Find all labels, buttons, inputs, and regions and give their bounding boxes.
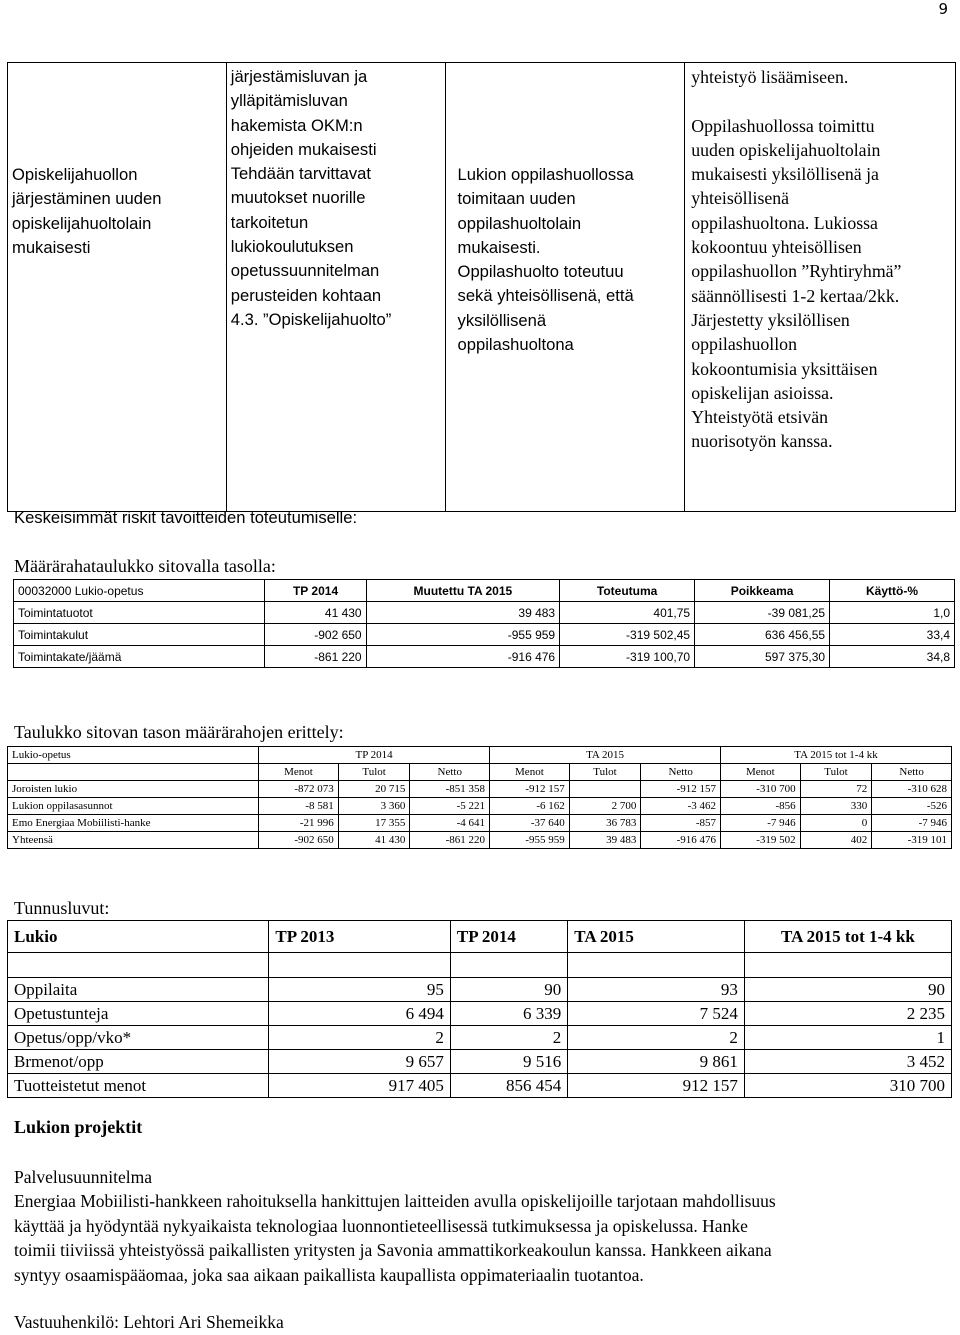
- service-plan-label: Palvelusuunnitelma: [14, 1167, 153, 1187]
- responsible-person: Vastuuhenkilö: Lehtori Ari Shemeikka: [14, 1312, 284, 1332]
- table-row: Tuotteistetut menot 917 405 856 454 912 157 310 700: [8, 1074, 952, 1098]
- header-cell: Muutettu TA 2015: [366, 580, 559, 602]
- kpi-heading: Tunnusluvut:: [14, 898, 110, 918]
- table-row: Joroisten lukio -872 073 20 715 -851 358 -912 157 -912 157 -310 700 72 -310 628: [8, 781, 952, 798]
- table-row: Toimintakate/jäämä -861 220 -916 476 -319 100,70 597 375,30 34,8: [14, 646, 955, 668]
- breakdown-heading: Taulukko sitovan tason määrärahojen erittely:: [14, 722, 344, 742]
- table-row: Opetustunteja 6 494 6 339 7 524 2 235: [8, 1002, 952, 1026]
- table-row: Brmenot/opp 9 657 9 516 9 861 3 452: [8, 1050, 952, 1074]
- outcome-text: yhteistyö lisäämiseen. Oppilashuollossa toimittu uuden opiskelijahuoltolain mukaisesti yksilöllisenä ja yhteisöllisenä oppilashuoltona. Lukiossa kokoontuu yhteisöllisen oppilashuollon ”Ryhtiryhmä” säännöllisesti 1-2 kertaa/2kk. Järjestetty yksilöllisen oppilashuollon kokoontumisia yksittäisen opiskelijan asioissa. Yhteistyötä etsivän nuorisotyön kanssa.: [691, 67, 902, 452]
- table-row: Lukion oppilasasunnot -8 581 3 360 -5 221 -6 162 2 700 -3 462 -856 330 -526: [8, 798, 952, 815]
- header-cell: Käyttö-%: [830, 580, 955, 602]
- table-header-row: [14, 580, 955, 602]
- measure-text: järjestämisluvan ja ylläpitämisluvan hakemista OKM:n ohjeiden mukaisesti Tehdään tarvittavat muutokset nuorille tarkoitetun lukiokoulutuksen opetussuunnitelman perusteiden kohtaan 4.3. ”Opiskelijahuolto”: [230, 67, 392, 329]
- header-cell: TP 2014: [265, 580, 366, 602]
- table-row: Emo Energiaa Mobiilisti-hanke -21 996 17 355 -4 641 -37 640 36 783 -857 -7 946 0 -7 946: [8, 815, 952, 832]
- table-row: Toimintakulut -902 650 -955 959 -319 502,45 636 456,55 33,4: [14, 624, 955, 646]
- projects-heading: Lukion projektit: [14, 1117, 143, 1137]
- header-cell: Poikkeama: [695, 580, 830, 602]
- goals-table: [7, 62, 956, 512]
- breakdown-table: [7, 746, 952, 849]
- target-text: Lukion oppilashuollossa toimitaan uuden oppilashuoltolain mukaisesti. Oppilashuolto toteutuu sekä yhteisöllisenä, että yksilöllisenä oppilashuoltona: [457, 165, 634, 355]
- target-cell: [445, 63, 685, 512]
- table-row: Opetus/opp/vko* 2 2 2 1: [8, 1026, 952, 1050]
- page-number: 9: [938, 0, 948, 18]
- header-cell: 00032000 Lukio-opetus: [14, 580, 265, 602]
- table-row: Oppilaita 95 90 93 90: [8, 978, 952, 1002]
- table-row: Toimintatuotot 41 430 39 483 401,75 -39 081,25 1,0: [14, 602, 955, 624]
- budget-table: [13, 579, 955, 668]
- table-header-row: Lukio TP 2013 TP 2014 TA 2015 TA 2015 tot 1-4 kk: [8, 921, 952, 953]
- header-cell: Toteutuma: [560, 580, 695, 602]
- outcome-cell: [685, 63, 956, 512]
- budget-heading: Määrärahataulukko sitovalla tasolla:: [14, 556, 276, 576]
- kpi-table: [7, 920, 952, 1098]
- table-subheader-row: Menot Tulot Netto Menot Tulot Netto Menot Tulot Netto: [8, 764, 952, 781]
- goal-text: Opiskelijahuollon järjestäminen uuden opiskelijahuoltolain mukaisesti: [12, 165, 162, 257]
- measure-cell: [226, 63, 445, 512]
- risks-label: Keskeisimmät riskit tavoitteiden toteutumiselle:: [14, 508, 358, 527]
- table-row: Yhteensä -902 650 41 430 -861 220 -955 959 39 483 -916 476 -319 502 402 -319 101: [8, 832, 952, 849]
- project-description: Energiaa Mobiilisti-hankkeen rahoituksella hankittujen laitteiden avulla opiskelijoille tarjotaan mahdollisuus käyttää ja hyödyntää nykyaikaista teknologiaa luonnontieteellisessä tutkimuksessa ja opiskelussa. Hanke toimii tiiviissä yhteistyössä paikallisten yritysten ja Savonia ammattikorkeakoulun kanssa. Hankkeen aikana syntyy osaamispääomaa, joka saa aikaan paikallista kaupallista oppimateriaalin tuotantoa.: [14, 1191, 776, 1285]
- goal-cell: [8, 63, 227, 512]
- table-header-row: Lukio-opetus TP 2014 TA 2015 TA 2015 tot 1-4 kk: [8, 747, 952, 764]
